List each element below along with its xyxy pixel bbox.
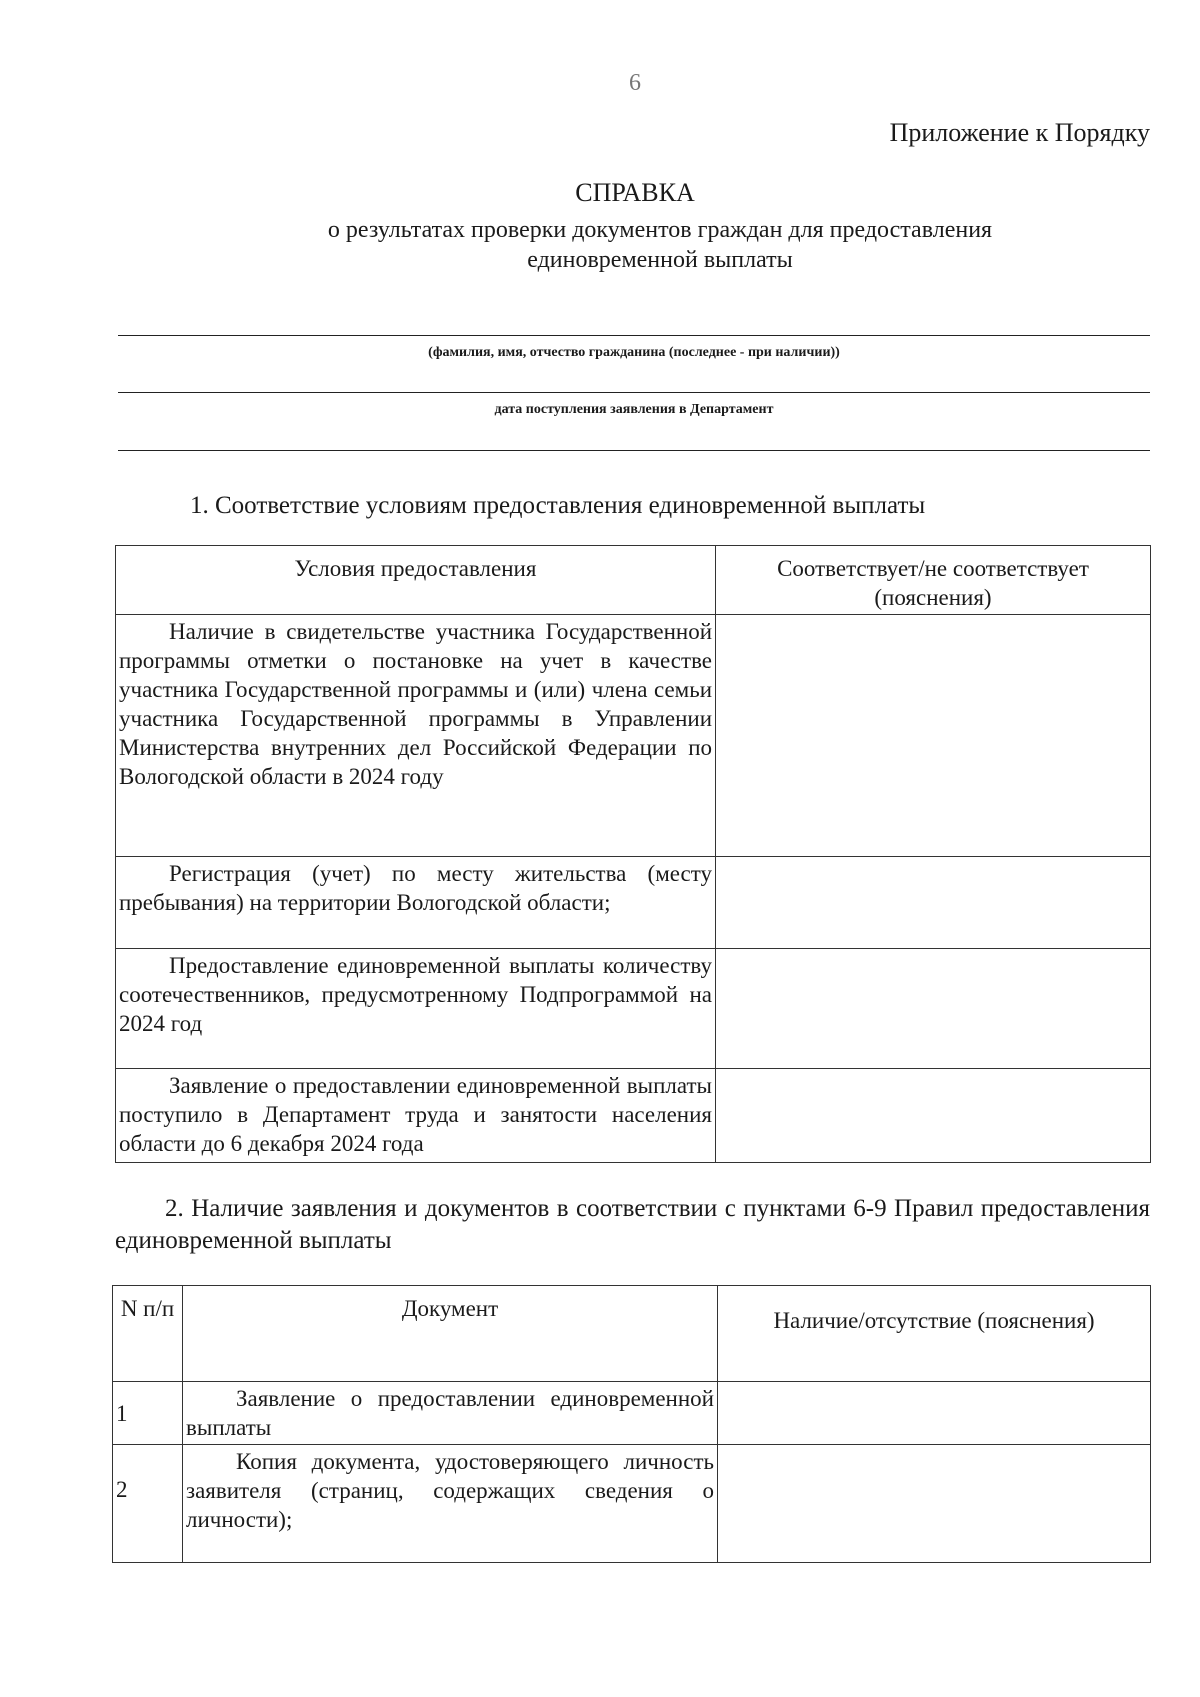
row-number: 1 xyxy=(113,1382,183,1445)
document-subtitle: о результатах проверки документов граждан для предоставления единовременной выплаты xyxy=(327,217,993,273)
section2-heading: 2. Наличие заявления и документов в соответствии с пунктами 6-9 Правил предоставления единовременной выплаты xyxy=(115,1195,1150,1254)
header-number: N п/п xyxy=(113,1286,183,1382)
presence-cell[interactable] xyxy=(718,1445,1151,1563)
header-compliance: Соответствует/не соответствует (пояснения) xyxy=(716,546,1151,615)
conditions-table xyxy=(115,545,1151,1163)
name-caption: (фамилия, имя, отчество гражданина (последнее - при наличии)) xyxy=(428,345,840,360)
appendix-label: Приложение к Порядку xyxy=(889,118,1150,147)
condition-cell: Предоставление единовременной выплаты количеству соотечественников, предусмотренному Подпрограммой на 2024 год xyxy=(116,949,716,1069)
table-row xyxy=(116,857,1151,949)
conditions-header-row xyxy=(116,546,1151,615)
compliance-cell[interactable] xyxy=(716,615,1151,857)
document-title: СПРАВКА xyxy=(575,178,695,207)
compliance-cell[interactable] xyxy=(716,857,1151,949)
header-document: Документ xyxy=(183,1286,718,1382)
section1-heading: 1. Соответствие условиям предоставления единовременной выплаты xyxy=(190,492,926,519)
header-presence: Наличие/отсутствие (пояснения) xyxy=(718,1286,1151,1382)
documents-header-row xyxy=(113,1286,1151,1382)
presence-cell[interactable] xyxy=(718,1382,1151,1445)
table-row xyxy=(113,1382,1151,1445)
table-row xyxy=(116,1069,1151,1163)
page-number: 6 xyxy=(629,70,641,96)
table-row xyxy=(116,615,1151,857)
compliance-cell[interactable] xyxy=(716,949,1151,1069)
date-fill-line[interactable] xyxy=(118,392,1150,393)
document-cell: Копия документа, удостоверяющего личность заявителя (страниц, содержащих сведения о личности); xyxy=(183,1445,718,1563)
compliance-cell[interactable] xyxy=(716,1069,1151,1163)
document-cell: Заявление о предоставлении единовременной выплаты xyxy=(183,1382,718,1445)
date-caption: дата поступления заявления в Департамент xyxy=(494,402,774,417)
documents-table xyxy=(112,1285,1151,1563)
table-row xyxy=(113,1445,1151,1563)
row-number: 2 xyxy=(113,1445,183,1563)
blank-fill-line[interactable] xyxy=(118,450,1150,451)
condition-cell: Наличие в свидетельстве участника Государственной программы отметки о постановке на учет в качестве участника Государственной программы и (или) члена семьи участника Государственной программы в Управлении Министерства внутренних дел Российской Федерации по Вологодской области в 2024 году xyxy=(116,615,716,857)
name-fill-line[interactable] xyxy=(118,335,1150,336)
table-row xyxy=(116,949,1151,1069)
condition-cell: Заявление о предоставлении единовременной выплаты поступило в Департамент труда и занятости населения области до 6 декабря 2024 года xyxy=(116,1069,716,1163)
header-conditions: Условия предоставления xyxy=(116,546,716,615)
condition-cell: Регистрация (учет) по месту жительства (месту пребывания) на территории Вологодской области; xyxy=(116,857,716,949)
